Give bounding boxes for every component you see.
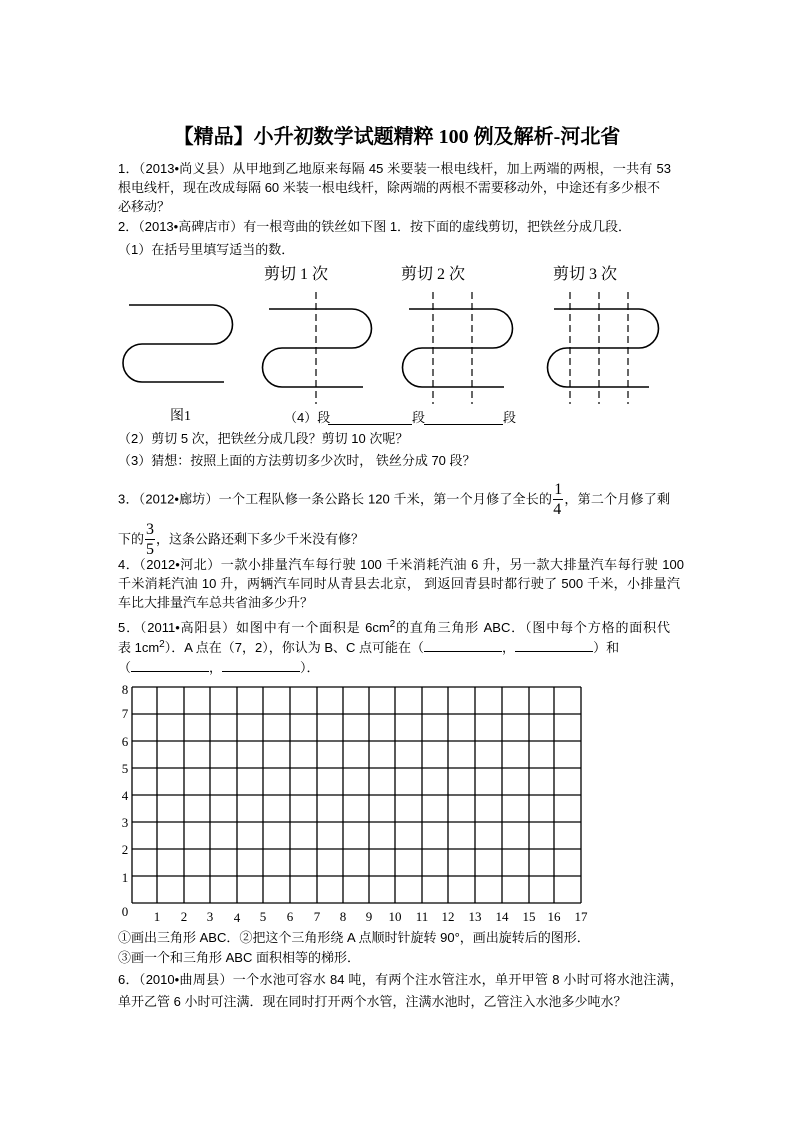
wire-figure-1 [123,305,233,382]
x-axis-label: 14 [495,909,509,924]
fraction-three-fifths [145,522,155,558]
question-5-line-3 [118,659,320,677]
x-axis-label: 13 [468,909,482,924]
question-1-line-2: 根电线杆，现在改成每隔 60 米装一根电线杆，除两端的两根不需要移动外，中途还有多少根不 [118,180,660,195]
question-5-text-e: ）和 [593,640,620,655]
question-1-line-1: 1．（2013•尚义县）从甲地到乙地原来每隔 45 米要装一根电线杆，加上两端的两根，一共有 53 [118,161,671,176]
question-1-line-3: 必移动？ [118,199,171,214]
x-axis-label: 2 [180,909,188,924]
x-axis-label: 5 [259,909,267,924]
question-4-line-1: 4．（2012•河北）一款小排量汽车每行驶 100 千米消耗汽油 6 升，另一款大排量汽车每行驶 100 [118,557,684,572]
x-axis-label: 10 [388,909,402,924]
question-5-text-b: 的直角三角形 ABC．（图中每个方格的面积代 [395,620,670,635]
task-3: ③画一个和三角形 ABC 面积相等的梯形． [118,950,360,965]
answer-blank-2 [424,424,503,425]
question-5-text-c: 表 1cm [118,640,160,655]
x-axis-label: 1 [153,909,161,924]
x-axis-label: 15 [522,909,536,924]
fraction-denominator: 4 [553,501,562,518]
answer-blank-c-x [131,659,209,672]
fraction-numerator: 1 [554,481,563,498]
y-axis-label: 4 [121,788,129,803]
comma: ， [502,640,516,655]
question-2-part-1: （1）在括号里填写适当的数． [118,242,295,257]
question-3-text-a: 3．（2012•廊坊）一个工程队修一条公路长 120 千米，第一个月修了全长的 [118,491,553,507]
comma: ， [209,660,223,675]
y-axis-label: 7 [121,706,129,721]
answer-blank-b-x [424,639,502,652]
superscript: 2 [389,619,396,630]
x-axis-label: 7 [313,909,321,924]
y-axis-label: 6 [121,734,129,749]
x-axis-label: 12 [441,909,455,924]
x-axis-label: 17 [574,909,588,924]
coordinate-grid [120,680,600,910]
x-axis-label: 3 [206,909,214,924]
x-axis-label: 11 [415,909,429,924]
cut-2-label: 剪切 2 次 [400,266,465,283]
question-3-line-2 [118,521,365,558]
x-axis-label: 4 [233,910,241,925]
fraction-denominator: 5 [146,541,155,558]
answer-blank-b-y [515,639,593,652]
segment-unit-1: 段 [412,410,426,425]
close-paren: ）． [300,660,320,675]
x-axis-label: 9 [365,909,373,924]
question-5-line-1 [118,619,670,637]
page-title: 【精品】小升初数学试题精粹 100 例及解析-河北省 [173,126,621,148]
x-axis-label: 8 [339,909,347,924]
question-2-part-2: （2）剪切 5 次，把铁丝分成几段？剪切 10 次呢？ [118,431,409,446]
answer-blank-1 [328,424,412,425]
question-5-text-d: ）．A 点在（7，2），你认为 B、C 点可能在（ [164,640,425,655]
wire-figures [110,285,680,410]
answer-prefix: （4）段 [284,410,331,425]
y-axis-label: 1 [121,870,129,885]
fraction-numerator: 3 [146,521,155,538]
origin-label: 0 [121,904,129,919]
question-4-line-2: 千米消耗汽油 10 升，两辆汽车同时从青县去北京， 到返回青县时都行驶了 500 千米，小排量汽 [118,576,680,591]
question-6-line-1: 6．（2010•曲周县）一个水池可容水 84 吨，有两个注水管注水，单开甲管 8 小时可将水池注满， [118,972,683,987]
cut-3-label: 剪切 3 次 [552,266,617,283]
wire-figure-2 [263,309,372,387]
x-axis-label: 6 [286,909,294,924]
question-3-text-c: 下的 [118,531,145,547]
figure-1-caption: 图1 [170,409,191,424]
question-2-part-3: （3）猜想：按照上面的方法剪切多少次时， 铁丝分成 70 段？ [118,453,476,468]
question-6-line-2: 单开乙管 6 小时可注满．现在同时打开两个水管，注满水池时，乙管注入水池多少吨水？ [118,994,627,1009]
segment-unit-2: 段 [503,410,517,425]
wire-figure-3 [403,309,513,387]
question-5-line-2 [118,639,619,657]
answer-blank-c-y [222,659,300,672]
question-3-text-b: ，第二个月修了剩 [564,491,670,507]
y-axis-label: 2 [121,842,129,857]
question-2-stem: 2．（2013•高碑店市）有一根弯曲的铁丝如下图 1．按下面的虚线剪切，把铁丝分成几段． [118,219,632,234]
open-paren: （ [118,660,132,675]
question-3-text-d: ，这条公路还剩下多少千米没有修？ [156,531,365,547]
cut-1-label: 剪切 1 次 [263,266,328,283]
question-5-text-a: 5．（2011•高阳县）如图中有一个面积是 6cm [118,620,390,635]
superscript: 2 [159,639,165,650]
question-3-line-1 [118,481,670,518]
task-1-2: ①画出三角形 ABC．②把这个三角形绕 A 点顺时针旋转 90°，画出旋转后的图形． [118,930,590,945]
wire-figure-4 [548,309,659,387]
question-4-line-3: 车比大排量汽车总共省油多少升？ [118,595,314,610]
y-axis-label: 8 [121,682,129,697]
y-axis-label: 3 [121,815,129,830]
y-axis-label: 5 [121,761,129,776]
fraction-one-quarter [553,482,563,518]
x-axis-label: 16 [547,909,561,924]
